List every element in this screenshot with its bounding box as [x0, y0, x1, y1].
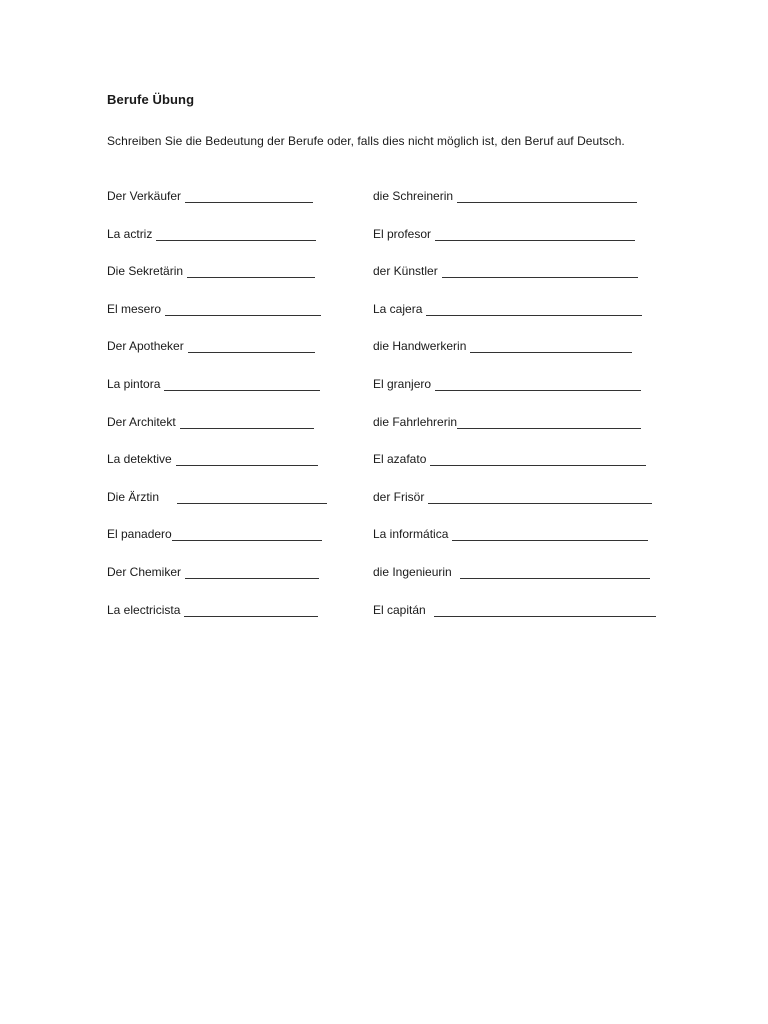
list-item [373, 377, 656, 415]
list-item [107, 377, 327, 415]
left-column [107, 189, 327, 640]
item-label: La informática [373, 527, 449, 542]
answer-blank [176, 453, 318, 466]
answer-blank [435, 378, 641, 391]
item-label: El panadero [107, 527, 172, 542]
answer-blank [164, 378, 320, 391]
list-item [107, 452, 327, 490]
item-label: der Künstler [373, 264, 438, 279]
list-item [373, 302, 656, 340]
list-item [373, 339, 656, 377]
item-label: El granjero [373, 376, 432, 391]
answer-blank [457, 416, 641, 429]
answer-blank [156, 228, 316, 241]
answer-blank [177, 491, 327, 504]
list-item [107, 339, 327, 377]
answer-blank [460, 566, 650, 579]
item-label: Der Chemiker [107, 564, 182, 579]
item-label: La detektive [107, 452, 172, 467]
list-item [107, 189, 327, 227]
list-item [107, 264, 327, 302]
list-item [373, 527, 656, 565]
right-column [373, 189, 656, 640]
list-item [373, 603, 656, 641]
item-label: Die Ärztin [107, 489, 160, 504]
answer-blank [180, 416, 314, 429]
answer-blank [434, 604, 656, 617]
item-label: der Frisör [373, 489, 425, 504]
item-label: die Fahrlehrerin [373, 414, 458, 429]
list-item [107, 603, 327, 641]
instructions-text: Schreiben Sie die Bedeutung der Berufe oder, falls dies nicht möglich ist, den Beruf auf Deutsch. [107, 134, 625, 148]
list-item [107, 565, 327, 603]
list-item [373, 264, 656, 302]
item-label: die Ingenieurin [373, 564, 452, 579]
answer-blank [426, 303, 642, 316]
item-label: La electricista [107, 602, 181, 617]
answer-blank [184, 604, 318, 617]
answer-blank [470, 340, 632, 353]
list-item [107, 490, 327, 528]
answer-blank [172, 528, 322, 541]
item-label: El azafato [373, 452, 427, 467]
list-item [373, 415, 656, 453]
item-label: Der Verkäufer [107, 189, 182, 203]
item-label: Der Apotheker [107, 339, 184, 354]
list-item [107, 527, 327, 565]
list-item [107, 227, 327, 265]
answer-blank [442, 265, 638, 278]
item-label: Die Sekretärin [107, 264, 184, 279]
list-item [373, 565, 656, 603]
answer-blank [188, 340, 315, 353]
answer-blank [187, 265, 315, 278]
answer-blank [185, 190, 313, 203]
answer-blank [185, 566, 319, 579]
list-item [373, 227, 656, 265]
answer-blank [435, 228, 635, 241]
answer-blank [165, 303, 321, 316]
item-label: La actriz [107, 226, 153, 241]
item-label: die Handwerkerin [373, 339, 467, 354]
item-label: Der Architekt [107, 414, 176, 429]
answer-blank [457, 190, 637, 203]
item-label: El capitán [373, 602, 426, 617]
list-item [373, 189, 656, 227]
item-label: La cajera [373, 301, 423, 316]
answer-blank [428, 491, 652, 504]
list-item [373, 490, 656, 528]
list-item [107, 415, 327, 453]
answer-blank [452, 528, 648, 541]
answer-blank [430, 453, 646, 466]
item-label: El profesor [373, 226, 432, 241]
page-title: Berufe Übung [107, 92, 195, 107]
item-label: die Schreinerin [373, 189, 454, 203]
list-item [107, 302, 327, 340]
item-label: La pintora [107, 376, 161, 391]
item-label: El mesero [107, 301, 162, 316]
list-item [373, 452, 656, 490]
